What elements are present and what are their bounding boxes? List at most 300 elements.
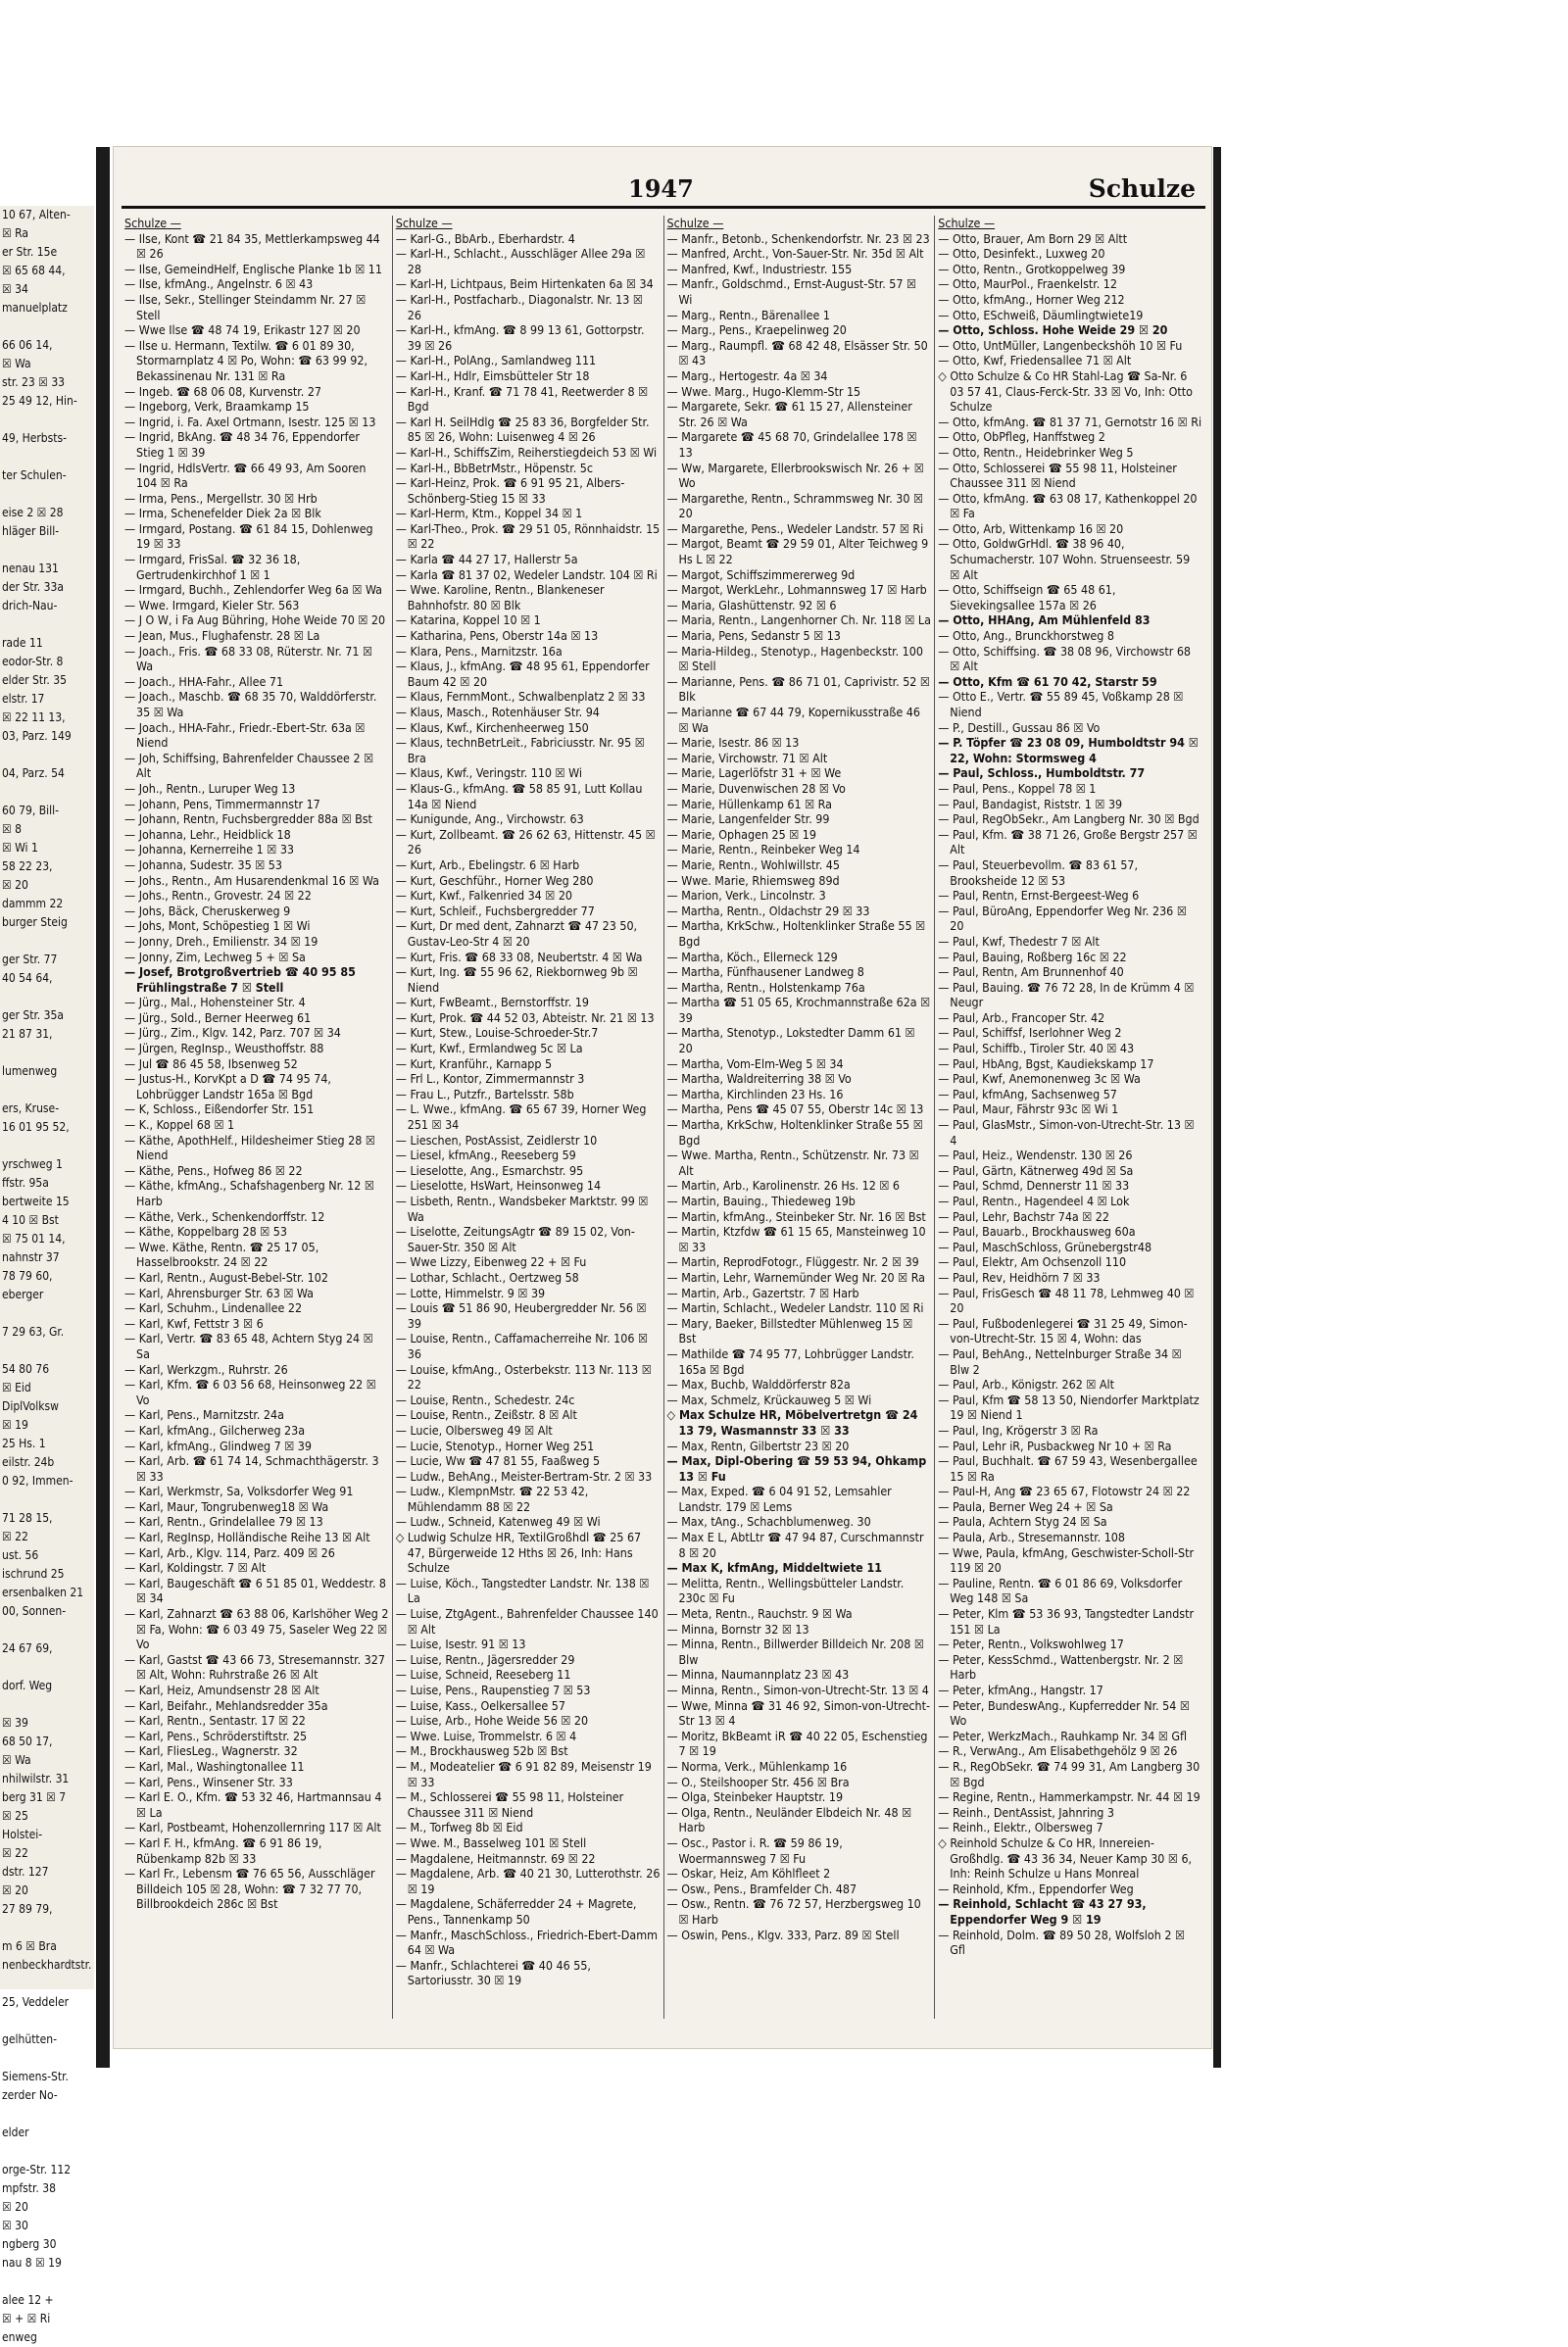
directory-entry: — Martin, Ktzfdw ☎ 61 15 65, Mansteinweg 10 ☒ 33 [666, 1224, 926, 1254]
directory-entry: — Kurt, Kwf., Falkenried 34 ☒ 20 [395, 888, 573, 904]
margin-fragment: nau 8 ☒ 19 [2, 2256, 62, 2270]
directory-entry: — Martha, Waldreiterring 38 ☒ Vo [666, 1071, 852, 1087]
directory-entry: — Kurt, Schleif., Fuchsbergredder 77 [395, 903, 595, 918]
directory-entry: — Karl, kfmAng., Glindweg 7 ☒ 39 [124, 1438, 312, 1453]
margin-fragment: eberger [2, 1288, 44, 1301]
directory-entry: — Luise, ZtgAgent., Bahrenfelder Chaussee 140 ☒ Alt [395, 1606, 659, 1637]
directory-entry: — Karl-H., Postfacharb., Diagonalstr. Nr. 13 ☒ 26 [395, 291, 643, 322]
directory-entry: — Johs, Bäck, Cheruskerweg 9 [124, 903, 291, 918]
directory-entry: — Maria, Pens, Sedanstr 5 ☒ 13 [666, 628, 841, 644]
directory-entry: — Luise, Schneid, Reeseberg 11 [395, 1667, 571, 1683]
margin-fragment: lumenweg [2, 1064, 58, 1078]
directory-entry: — Johanna, Kernerreihe 1 ☒ 33 [124, 842, 295, 857]
margin-fragment: 25 Hs. 1 [2, 1437, 46, 1450]
directory-entry: — Kurt, Kranführ., Karnapp 5 [395, 1055, 553, 1071]
directory-entry: — Justus-H., KorvKpt a D ☎ 74 95 74, Lohbrügger Landstr 165a ☒ Bgd [124, 1071, 331, 1101]
directory-entry: — Peter, Klm ☎ 53 36 93, Tangstedter Landstr 151 ☒ La [938, 1606, 1195, 1637]
directory-entry: — Karl-H., SchiffsZim, Reiherstiegdeich 53 ☒ Wi [395, 444, 658, 460]
margin-fragment: ☒ 34 [2, 282, 28, 296]
directory-entry: — Paul, Ing, Krögerstr 3 ☒ Ra [938, 1422, 1099, 1438]
column-heading: Schulze — [938, 216, 996, 230]
margin-fragment: str. 23 ☒ 33 [2, 375, 66, 389]
directory-entry: — Wwe. Käthe, Rentn. ☎ 25 17 05, Hasselbrookstr. 24 ☒ 22 [124, 1239, 319, 1270]
directory-column-4 [934, 216, 1205, 2019]
margin-fragment: mpfstr. 38 [2, 2181, 56, 2195]
directory-entry: — Oswin, Pens., Klgv. 333, Parz. 89 ☒ Stell [666, 1927, 900, 1942]
directory-entry: — Joh., Rentn., Luruper Weg 13 [124, 780, 296, 796]
directory-entry: — Klaus, Kwf., Kirchenheerweg 150 [395, 719, 589, 735]
margin-fragment: ☒ 8 [2, 822, 22, 836]
directory-entry: — Otto, Rentn., Heidebrinker Weg 5 [938, 444, 1134, 460]
margin-fragment: ffstr. 95a [2, 1176, 49, 1190]
directory-entry: — Magdalene, Heitmannstr. 69 ☒ 22 [395, 1850, 596, 1866]
directory-entry: — Käthe, Koppelbarg 28 ☒ 53 [124, 1224, 287, 1240]
directory-entry: — Ilse u. Hermann, Textilw. ☎ 6 01 89 30, Stormarnplatz 4 ☒ Po, Wohn: ☎ 63 99 92, Bekassinenau Nr. 131 ☒ Ra [124, 337, 368, 383]
directory-entry: — Irma, Schenefelder Diek 2a ☒ Blk [124, 506, 321, 521]
directory-entry: — Johann, Pens, Timmermannstr 17 [124, 796, 320, 811]
directory-entry: — Peter, Rentn., Volkswohlweg 17 [938, 1637, 1124, 1652]
directory-entry: — Manfr., MaschSchloss., Friedrich-Ebert-Damm 64 ☒ Wa [395, 1927, 658, 1958]
margin-fragment: ischrund 25 [2, 1567, 65, 1581]
directory-entry: — Karl-H., kfmAng. ☎ 8 99 13 61, Gottorpstr. 39 ☒ 26 [395, 322, 645, 353]
directory-entry: — Karl, Zahnarzt ☎ 63 88 06, Karlshöher Weg 2 ☒ Fa, Wohn: ☎ 6 03 49 75, Saseler Weg 22 ☒ Vo [124, 1606, 389, 1652]
directory-entry: — Martha, KrkSchw, Holtenklinker Straße 55 ☒ Bgd [666, 1117, 923, 1148]
directory-entry: — Klaus, FernmMont., Schwalbenplatz 2 ☒ 33 [395, 689, 646, 705]
directory-entry: — Otto, Kfm ☎ 61 70 42, Starstr 59 [938, 673, 1157, 689]
directory-entry: — K., Koppel 68 ☒ 1 [124, 1117, 235, 1133]
margin-fragment: drich-Nau- [2, 599, 58, 612]
directory-entry: — Max, Buchb, Walddörferstr 82a [666, 1377, 851, 1393]
margin-fragment: 7 29 63, Gr. [2, 1325, 65, 1339]
directory-entry: — Margot, WerkLehr., Lohmannsweg 17 ☒ Harb [666, 582, 927, 598]
margin-fragment: ☒ 19 [2, 1418, 28, 1432]
margin-fragment: ☒ Wi 1 [2, 841, 38, 855]
margin-fragment: rade 11 [2, 636, 43, 650]
directory-entry: — Louise, Rentn., Zeißstr. 8 ☒ Alt [395, 1407, 577, 1423]
directory-entry: — Paul, Steuerbevollm. ☎ 83 61 57, Brooksheide 12 ☒ 53 [938, 856, 1139, 888]
directory-entry: — Max, Dipl-Obering ☎ 59 53 94, Ohkamp 13 ☒ Fu [666, 1453, 927, 1484]
directory-entry: — Jean, Mus., Flughafenstr. 28 ☒ La [124, 628, 320, 644]
margin-fragment [0, 932, 94, 951]
margin-fragment [0, 448, 94, 466]
margin-fragment: ☒ Wa [2, 357, 31, 370]
directory-entry: — Paul, Buchhalt. ☎ 67 59 43, Wesenbergallee 15 ☒ Ra [938, 1453, 1198, 1484]
directory-entry: — Karla ☎ 44 27 17, Hallerstr 5a [395, 552, 578, 567]
directory-entry: — Karl, Postbeamt, Hohenzollernring 117 ☒ Alt [124, 1820, 381, 1835]
directory-entry: — Käthe, Verk., Schenkendorffstr. 12 [124, 1208, 325, 1224]
directory-entry: — Otto, Brauer, Am Born 29 ☒ Altt [938, 230, 1128, 246]
directory-entry: — Margarete, Sekr. ☎ 61 15 27, Allensteiner Str. 26 ☒ Wa [666, 399, 912, 429]
directory-entry: — Otto, ESchweiß, Däumlingtwiete19 [938, 307, 1144, 322]
directory-entry: — Maria, Glashüttenstr. 92 ☒ 6 [666, 597, 837, 612]
directory-column-3 [663, 216, 935, 2019]
directory-entry: — Paul, GlasMstr., Simon-von-Utrecht-Str. 13 ☒ 4 [938, 1117, 1195, 1148]
directory-entry: — Jürg., Zim., Klgv. 142, Parz. 707 ☒ 34 [124, 1025, 341, 1041]
directory-entry: — Reinh., Elektr., Olbersweg 7 [938, 1820, 1103, 1835]
directory-entry: — Louise, Rentn., Caffamacherreihe Nr. 106 ☒ 36 [395, 1331, 648, 1361]
margin-fragment: ☒ 75 01 14, [2, 1232, 66, 1246]
directory-entry: — Manfr., Schlachterei ☎ 40 46 55, Sartoriusstr. 30 ☒ 19 [395, 1957, 591, 1988]
margin-fragment: eodor-Str. 8 [2, 655, 64, 668]
directory-entry: — Peter, KessSchmd., Wattenbergstr. Nr. 2 ☒ Harb [938, 1651, 1184, 1683]
directory-entry: — Irmgard, FrisSal. ☎ 32 36 18, Gertrudenkirchhof 1 ☒ 1 [124, 552, 301, 582]
directory-entry: — Paul, kfmAng, Sachsenweg 57 [938, 1086, 1117, 1101]
directory-entry: — Karl, Vertr. ☎ 83 65 48, Achtern Styg 24 ☒ Sa [124, 1331, 373, 1361]
directory-entry: — Ludw., KlempnMstr. ☎ 22 53 42, Mühlendamm 88 ☒ 22 [395, 1484, 589, 1514]
margin-fragment: dstr. 127 [2, 1865, 49, 1879]
directory-entry: — Paul, BüroAng, Eppendorfer Weg Nr. 236 ☒ 20 [938, 903, 1187, 934]
directory-entry: — Paul, Kwf, Thedestr 7 ☒ Alt [938, 933, 1100, 949]
directory-entry: — Paul, Lehr, Bachstr 74a ☒ 22 [938, 1208, 1109, 1224]
margin-fragment: ☒ 30 [2, 2219, 28, 2232]
directory-entry: — Paul, Lehr iR, Pusbackweg Nr 10 + ☒ Ra [938, 1438, 1172, 1453]
directory-entry: — Karl-H., BbBetrMstr., Höpenstr. 5c [395, 460, 594, 475]
margin-fragment [0, 746, 94, 764]
margin-fragment: 21 87 31, [2, 1027, 53, 1041]
directory-entry: — Karl, Maur, Tongrubenweg18 ☒ Wa [124, 1498, 329, 1514]
margin-fragment: eise 2 ☒ 28 [2, 506, 64, 519]
directory-entry: — Ingrid, BkAng. ☎ 48 34 76, Eppendorfer Stieg 1 ☒ 39 [124, 429, 360, 460]
directory-entry: — Wwe Lizzy, Eibenweg 22 + ☒ Fu [395, 1254, 587, 1270]
margin-fragment: gelhütten- [2, 2032, 58, 2046]
directory-entry: — Luise, Kass., Oelkersallee 57 [395, 1697, 565, 1713]
directory-entry: — Karl, Schuhm., Lindenallee 22 [124, 1300, 303, 1316]
directory-entry: — Ww, Margarete, Ellerbrookswisch Nr. 26 + ☒ Wo [666, 460, 924, 491]
margin-fragment: ☒ 20 [2, 878, 28, 892]
directory-entry: — Otto E., Vertr. ☎ 55 89 45, Voßkamp 28 ☒ Niend [938, 689, 1184, 719]
directory-entry: — Irmgard, Buchh., Zehlendorfer Weg 6a ☒ Wa [124, 582, 383, 598]
directory-entry: — Luise, Isestr. 91 ☒ 13 [395, 1637, 526, 1652]
margin-fragment: 60 79, Bill- [2, 804, 60, 817]
directory-entry: — Luise, Arb., Hohe Weide 56 ☒ 20 [395, 1713, 589, 1729]
margin-fragment: Siemens-Str. [2, 2070, 69, 2083]
margin-fragment: 0 92, Immen- [2, 1474, 74, 1488]
directory-entry: — Kurt, Prok. ☎ 44 52 03, Abteistr. Nr. 21 ☒ 13 [395, 1009, 655, 1025]
directory-entry: — Paul, RegObSekr., Am Langberg Nr. 30 ☒ Bgd [938, 811, 1200, 827]
directory-entry: — Ingeb. ☎ 68 06 08, Kurvenstr. 27 [124, 383, 322, 399]
directory-entry: — Olga, Rentn., Neuländer Elbdeich Nr. 48 ☒ Harb [666, 1804, 912, 1835]
directory-entry: — Karl, Beifahr., Mehlandsredder 35a [124, 1697, 328, 1713]
directory-entry: — Maria, Rentn., Langenhorner Ch. Nr. 118 ☒ La [666, 612, 931, 628]
directory-column-1 [122, 216, 392, 2019]
margin-fragment [0, 783, 94, 802]
binding-rule-left [96, 147, 110, 2068]
column-heading: Schulze — [124, 216, 181, 230]
directory-entry: — Ludw., BehAng., Meister-Bertram-Str. 2 ☒ 33 [395, 1468, 653, 1484]
directory-entry: — Karl, Werkzgm., Ruhrstr. 26 [124, 1361, 288, 1377]
directory-entry: — Max, Rentn, Gilbertstr 23 ☒ 20 [666, 1438, 850, 1453]
directory-entry: — Peter, WerkzMach., Rauhkamp Nr. 34 ☒ Gfl [938, 1728, 1188, 1743]
directory-entry: — Karl-H, Lichtpaus, Beim Hirtenkaten 6a ☒ 34 [395, 276, 654, 292]
margin-fragment: ger Str. 35a [2, 1008, 64, 1022]
directory-entry: — Karl-Heinz, Prok. ☎ 6 91 95 21, Albers-Schönberg-Stieg 15 ☒ 33 [395, 475, 625, 506]
directory-entry: — Kurt, Ing. ☎ 55 96 62, Riekbornweg 9b ☒ Niend [395, 964, 638, 995]
directory-entry: — Karl-Herm, Ktm., Koppel 34 ☒ 1 [395, 506, 583, 521]
directory-entry: — Minna, Naumannplatz 23 ☒ 43 [666, 1667, 850, 1683]
page-header [114, 174, 1211, 208]
directory-entry: — Lieselotte, HsWart, Heinsonweg 14 [395, 1178, 602, 1194]
margin-fragment: ☒ 22 11 13, [2, 710, 66, 724]
directory-entry: — Reinhold, Dolm. ☎ 89 50 28, Wolfsloh 2 ☒ Gfl [938, 1927, 1185, 1958]
directory-entry: — Paul, Kfm. ☎ 38 71 26, Große Bergstr 257 ☒ Alt [938, 826, 1198, 857]
directory-entry: — Luise, Rentn., Jägersredder 29 [395, 1651, 575, 1667]
directory-entry: — Paula, Arb., Stresemannstr. 108 [938, 1530, 1125, 1545]
directory-entry: — Paul, Schiffsf, Iserlohner Weg 2 [938, 1025, 1122, 1041]
directory-entry: — Jürg., Sold., Berner Heerweg 61 [124, 1009, 312, 1025]
margin-fragment: 24 67 69, [2, 1641, 53, 1655]
directory-entry: — Otto, Schiffseign ☎ 65 48 61, Sievekingsallee 157a ☒ 26 [938, 582, 1116, 612]
directory-entry: — Otto, Ang., Brunckhorstweg 8 [938, 628, 1115, 644]
margin-fragment: 03, Parz. 149 [2, 729, 72, 743]
directory-entry: — Margot, Schiffszimmererweg 9d [666, 566, 856, 582]
directory-entry: — Paul, FrisGesch ☎ 48 11 78, Lehmweg 40 ☒ 20 [938, 1285, 1195, 1316]
directory-entry: — Karl-H., Kranf. ☎ 71 78 41, Reetwerder 8 ☒ Bgd [395, 383, 649, 415]
directory-entry: — Max K, kfmAng, Middeltwiete 11 [666, 1560, 883, 1576]
directory-entry: — Klaus, Kwf., Veringstr. 110 ☒ Wi [395, 765, 582, 781]
directory-entry: — Manfred, Kwf., Industriestr. 155 [666, 261, 853, 276]
margin-fragment: elder Str. 35 [2, 673, 68, 687]
directory-entry: — Kurt, Dr med dent, Zahnarzt ☎ 47 23 50, Gustav-Leo-Str 4 ☒ 20 [395, 918, 638, 949]
directory-entry: — Otto, UntMüller, Langenbeckshöh 10 ☒ Fu [938, 337, 1183, 353]
directory-entry: — Otto, kfmAng., Horner Weg 212 [938, 291, 1125, 307]
directory-entry: — Martin, kfmAng., Steinbeker Str. Nr. 16 ☒ Bst [666, 1208, 926, 1224]
margin-fragment: 68 50 17, [2, 1735, 53, 1748]
directory-entry: — Lieschen, PostAssist, Zeidlerstr 10 [395, 1132, 598, 1148]
directory-entry: — Karl, Koldingstr. 7 ☒ Alt [124, 1560, 267, 1576]
directory-entry: — Paul, Pens., Koppel 78 ☒ 1 [938, 780, 1097, 796]
margin-fragment: 78 79 60, [2, 1269, 53, 1283]
directory-entry: — Martha, Rentn., Holstenkamp 76a [666, 979, 865, 995]
directory-entry: — Magdalene, Arb. ☎ 40 21 30, Lutterothstr. 26 ☒ 19 [395, 1866, 661, 1896]
directory-entry: — Manfr., Betonb., Schenkendorfstr. Nr. 23 ☒ 23 [666, 230, 930, 246]
directory-entry: — Käthe, kfmAng., Schafshagenberg Nr. 12 ☒ Harb [124, 1178, 374, 1208]
margin-fragment [0, 1621, 94, 1639]
margin-fragment: 00, Sonnen- [2, 1604, 67, 1618]
directory-entry: — Johs., Rentn., Am Husarendenkmal 16 ☒ Wa [124, 872, 379, 888]
directory-entry: — Reinh., DentAssist, Jahnring 3 [938, 1804, 1115, 1820]
directory-entry: — Magdalene, Schäferredder 24 + Magrete, Pens., Tannenkamp 50 [395, 1896, 637, 1927]
directory-entry: — Wwe Ilse ☎ 48 74 19, Erikastr 127 ☒ 20 [124, 322, 361, 338]
directory-entry: — Lothar, Schlacht., Oertzweg 58 [395, 1269, 579, 1285]
column-heading: Schulze — [666, 216, 724, 230]
directory-entry: — Paul, Heiz., Wendenstr. 130 ☒ 26 [938, 1148, 1133, 1163]
directory-entry: — Johanna, Lehr., Heidblick 18 [124, 826, 291, 842]
directory-entry: — Luise, Köch., Tangstedter Landstr. Nr. 138 ☒ La [395, 1575, 650, 1606]
directory-entry: — Kurt, Geschführ., Horner Weg 280 [395, 872, 594, 888]
directory-entry: — Kurt, Fris. ☎ 68 33 08, Neubertstr. 4 ☒ Wa [395, 949, 643, 964]
directory-entry: — Moritz, BkBeamt iR ☎ 40 22 05, Eschenstieg 7 ☒ 19 [666, 1728, 928, 1759]
directory-entry: — O., Steilshooper Str. 456 ☒ Bra [666, 1774, 850, 1789]
margin-fragment: 16 01 95 52, [2, 1120, 70, 1134]
directory-entry: — Irma, Pens., Mergellstr. 30 ☒ Hrb [124, 490, 318, 506]
margin-fragment [0, 2049, 94, 2068]
directory-entry: — Joach., HHA-Fahr., Friedr.-Ebert-Str. 63a ☒ Niend [124, 719, 366, 751]
directory-entry: — Regine, Rentn., Hammerkampstr. Nr. 44 ☒ 19 [938, 1789, 1200, 1805]
column-heading: Schulze — [395, 216, 453, 230]
margin-fragment: nenbeckhardtstr. [2, 1958, 92, 1972]
directory-entry: — Oskar, Heiz, Am Köhlfleet 2 [666, 1866, 831, 1882]
directory-entry: — Kurt, Zollbeamt. ☎ 26 62 63, Hittenstr. 45 ☒ 26 [395, 826, 656, 857]
directory-page [114, 147, 1211, 2048]
directory-entry: — Klaus-G., kfmAng. ☎ 58 85 91, Lutt Kollau 14a ☒ Niend [395, 780, 643, 811]
directory-entry: — Martha, Vom-Elm-Weg 5 ☒ 34 [666, 1055, 844, 1071]
directory-entry: — Martha, KrkSchw., Holtenklinker Straße 55 ☒ Bgd [666, 918, 926, 949]
directory-entry: — Wwe. Luise, Trommelstr. 6 ☒ 4 [395, 1728, 577, 1743]
directory-entry: — Johs., Rentn., Grovestr. 24 ☒ 22 [124, 888, 312, 904]
directory-entry: — Karl, Rentn., August-Bebel-Str. 102 [124, 1269, 328, 1285]
margin-fragment [0, 1304, 94, 1323]
directory-entry: — Marg., Raumpfl. ☎ 68 42 48, Elsässer Str. 50 ☒ 43 [666, 337, 928, 368]
directory-entry: — Frl L., Kontor, Zimmermannstr 3 [395, 1071, 585, 1087]
directory-entry: — Irmgard, Postang. ☎ 61 84 15, Dohlenweg 19 ☒ 33 [124, 520, 373, 552]
directory-entry: — Paul, Schloss., Humboldtstr. 77 [938, 765, 1146, 781]
directory-entry: — Peter, kfmAng., Hangstr. 17 [938, 1683, 1103, 1697]
directory-entry: — Kurt, Stew., Louise-Schroeder-Str.7 [395, 1025, 599, 1041]
margin-fragment: nhilwilstr. 31 [2, 1772, 70, 1785]
binding-rule-right [1213, 147, 1221, 2068]
directory-entry: — P. Töpfer ☎ 23 08 09, Humboldtstr 94 ☒ 22, Wohn: Stormsweg 4 [938, 735, 1199, 765]
directory-entry: — Marianne, Pens. ☎ 86 71 01, Caprivistr. 52 ☒ Blk [666, 673, 930, 705]
margin-fragment: ger Str. 77 [2, 953, 58, 966]
directory-entry: — Ilse, Sekr., Stellinger Steindamm Nr. 27 ☒ Stell [124, 291, 367, 322]
margin-fragment: hläger Bill- [2, 524, 60, 538]
directory-entry: — Otto, Schloss. Hohe Weide 29 ☒ 20 [938, 322, 1168, 338]
directory-entry: — Karl-H., Schlacht., Ausschläger Allee 29a ☒ 28 [395, 246, 646, 276]
directory-entry: — Paul, Arb., Francoper Str. 42 [938, 1009, 1105, 1025]
margin-fragment: ☒ 22 [2, 1846, 28, 1860]
directory-entry: ◇ Reinhold Schulze & Co HR, Innereien-Großhdlg. ☎ 43 36 34, Neuer Kamp 30 ☒ 6, Inh: Reinh Schulze u Hans Monreal [938, 1834, 1193, 1882]
directory-entry: — Wwe. M., Basselweg 101 ☒ Stell [395, 1834, 587, 1850]
directory-entry: — Otto, kfmAng. ☎ 63 08 17, Kathenkoppel 20 ☒ Fa [938, 490, 1198, 521]
directory-entry: — Karl, Heiz, Amundsenstr 28 ☒ Alt [124, 1683, 319, 1697]
margin-fragment: 10 67, Alten- [2, 208, 71, 221]
margin-fragment: enweg [2, 2330, 37, 2344]
margin-fragment [0, 1081, 94, 1100]
directory-entry: — Klaus, J., kfmAng. ☎ 48 95 61, Eppendorfer Baum 42 ☒ 20 [395, 659, 650, 689]
directory-entry: — Minna, Bornstr 32 ☒ 13 [666, 1621, 809, 1637]
directory-entry: — Ingrid, i. Fa. Axel Ortmann, Isestr. 125 ☒ 13 [124, 414, 376, 429]
directory-entry: — Margarethe, Pens., Wedeler Landstr. 57 ☒ Ri [666, 520, 924, 536]
directory-entry: — Melitta, Rentn., Wellingsbütteler Landstr. 230c ☒ Fu [666, 1575, 905, 1606]
directory-entry: — Lucie, Ww ☎ 47 81 55, Faaßweg 5 [395, 1453, 601, 1469]
directory-entry: ◇ Ludwig Schulze HR, TextilGroßhdl ☎ 25 67 47, Bürgerweide 12 Hths ☒ 26, Inh: Hans Schulze [395, 1530, 642, 1576]
directory-entry: — Reinhold, Kfm., Eppendorfer Weg [938, 1881, 1134, 1896]
directory-entry: — Mary, Baeker, Billstedter Mühlenweg 15 ☒ Bst [666, 1315, 913, 1346]
margin-fragment: der Str. 33a [2, 580, 64, 594]
directory-entry: — Karl, Rentn., Grindelallee 79 ☒ 13 [124, 1514, 323, 1530]
directory-entry: — M., Modeatelier ☎ 6 91 82 89, Meisenstr 19 ☒ 33 [395, 1758, 652, 1789]
directory-entry: ◇ Otto Schulze & Co HR Stahl-Lag ☎ Sa-Nr. 6 03 57 41, Claus-Ferck-Str. 33 ☒ Vo, Inh: Otto Schulze [938, 367, 1193, 415]
margin-fragment: 54 80 76 [2, 1362, 50, 1376]
directory-entry: — Manfr., Goldschmd., Ernst-August-Str. 57 ☒ Wi [666, 276, 916, 307]
directory-entry: — Karl, FliesLeg., Wagnerstr. 32 [124, 1743, 298, 1759]
directory-entry: — Paul, Schmd, Dennerstr 11 ☒ 33 [938, 1178, 1130, 1194]
directory-entry: — Martin, Lehr, Warnemünder Weg Nr. 20 ☒ Ra [666, 1269, 925, 1285]
directory-entry: — Margot, Beamt ☎ 29 59 01, Alter Teichweg 9 Hs L ☒ 22 [666, 536, 929, 567]
directory-entry: — Otto, HHAng, Am Mühlenfeld 83 [938, 612, 1151, 628]
directory-entry: — Paul, Rentn, Am Brunnenhof 40 [938, 964, 1124, 980]
directory-entry: — Otto, MaurPol., Fraenkelstr. 12 [938, 276, 1117, 292]
directory-entry: — Paul, Bandagist, Riststr. 1 ☒ 39 [938, 796, 1123, 811]
directory-entry: — Manfred, Archt., Von-Sauer-Str. Nr. 35d ☒ Alt [666, 246, 924, 262]
directory-entry: — Martha, Rentn., Oldachstr 29 ☒ 33 [666, 903, 870, 918]
directory-entry: — Luise, Pens., Raupenstieg 7 ☒ 53 [395, 1683, 591, 1697]
directory-entry: — Karl, Baugeschäft ☎ 6 51 85 01, Weddestr. 8 ☒ 34 [124, 1575, 387, 1606]
directory-entry: — Norma, Verk., Mühlenkamp 16 [666, 1758, 848, 1774]
directory-entry: — Karl-H., Hdlr, Eimsbütteler Str 18 [395, 367, 590, 383]
directory-entry: — Karl, Gastst ☎ 43 66 73, Stresemannstr. 327 ☒ Alt, Wohn: Ruhrstraße 26 ☒ Alt [124, 1651, 385, 1683]
margin-fragment: zerder No- [2, 2088, 58, 2102]
directory-entry: — L. Wwe., kfmAng. ☎ 65 67 39, Horner Weg 251 ☒ 34 [395, 1101, 647, 1133]
directory-entry: — Wwe. Karoline, Rentn., Blankeneser Bahnhofstr. 80 ☒ Blk [395, 582, 605, 612]
directory-entry: — Paul, Bauarb., Brockhausweg 60a [938, 1224, 1136, 1240]
directory-entry: — Otto, ObPfleg, Hanffstweg 2 [938, 429, 1105, 445]
directory-entry: — Paul, BehAng., Nettelnburger Straße 34 ☒ Blw 2 [938, 1345, 1182, 1377]
directory-entry: — Martha ☎ 51 05 65, Krochmannstraße 62a ☒ 39 [666, 995, 931, 1025]
directory-entry: — Marg., Pens., Kraepelinweg 20 [666, 322, 847, 338]
directory-entry: — Wwe. Marie, Rhiemsweg 89d [666, 872, 840, 888]
directory-entry: — Karl F. H., kfmAng. ☎ 6 91 86 19, Rübenkamp 82b ☒ 33 [124, 1834, 322, 1866]
directory-entry: — Max, tAng., Schachblumenweg. 30 [666, 1514, 871, 1530]
directory-entry: — Johs, Mont, Schöpestieg 1 ☒ Wi [124, 918, 311, 934]
directory-entry: — Lotte, Himmelstr. 9 ☒ 39 [395, 1285, 546, 1300]
directory-entry: — Jonny, Dreh., Emilienstr. 34 ☒ 19 [124, 933, 318, 949]
margin-fragment: ☒ Wa [2, 1753, 31, 1767]
margin-fragment [0, 1975, 94, 1993]
directory-entry: — Martha, Pens ☎ 45 07 55, Oberstr 14c ☒ 13 [666, 1101, 924, 1117]
directory-entry: — Karl, Arb., Klgv. 114, Parz. 409 ☒ 26 [124, 1544, 335, 1560]
directory-entry: — Karl Fr., Lebensm ☎ 76 65 56, Ausschläger Billdeich 105 ☒ 28, Wohn: ☎ 7 32 77 70, Billbrookdeich 286c ☒ Bst [124, 1866, 375, 1912]
directory-entry: — Karl, Werkmstr, Sa, Volksdorfer Weg 91 [124, 1484, 354, 1499]
directory-entry: — Karl, Kfm. ☎ 6 03 56 68, Heinsonweg 22 ☒ Vo [124, 1377, 376, 1407]
directory-entry: — Frau L., Putzfr., Bartelsstr. 58b [395, 1086, 574, 1101]
directory-entry: — Klaus, Masch., Rotenhäuser Str. 94 [395, 705, 600, 719]
directory-entry: — Paul, HbAng, Bgst, Kaudiekskamp 17 [938, 1055, 1154, 1071]
margin-fragment: yrschweg 1 [2, 1157, 63, 1171]
directory-entry: — Otto, Desinfekt., Luxweg 20 [938, 246, 1105, 262]
directory-entry: — Karla ☎ 81 37 02, Wedeler Landstr. 104 ☒ Ri [395, 566, 658, 582]
directory-entry: — Reinhold, Schlacht ☎ 43 27 93, Eppendorfer Weg 9 ☒ 19 [938, 1896, 1147, 1927]
margin-fragment: ☒ Ra [2, 226, 28, 240]
directory-entry: — M., Brockhausweg 52b ☒ Bst [395, 1743, 568, 1759]
directory-entry: — Wwe, Minna ☎ 31 46 92, Simon-von-Utrecht-Str 13 ☒ 4 [666, 1697, 931, 1729]
directory-entry: — Martin, Arb., Karolinenstr. 26 Hs. 12 ☒ 6 [666, 1178, 901, 1194]
margin-fragment: 25 49 12, Hin- [2, 394, 77, 408]
margin-fragment: ☒ 39 [2, 1716, 28, 1730]
directory-entry: — Paul, Rev, Heidhörn 7 ☒ 33 [938, 1269, 1101, 1285]
directory-entry: — Ingeborg, Verk, Braamkamp 15 [124, 399, 310, 415]
directory-entry: — Max, Schmelz, Krückauweg 5 ☒ Wi [666, 1392, 872, 1407]
directory-entry: — Jul ☎ 86 45 58, Ibsenweg 52 [124, 1055, 298, 1071]
margin-fragment: ☒ 25 [2, 1809, 28, 1823]
directory-entry: — Karl, RegInsp, Holländische Reihe 13 ☒ Alt [124, 1530, 370, 1545]
directory-entry: — Louise, kfmAng., Osterbekstr. 113 Nr. 113 ☒ 22 [395, 1361, 652, 1393]
margin-fragment: ☒ + ☒ Ri [2, 2312, 51, 2325]
directory-entry: — Lucie, Stenotyp., Horner Weg 251 [395, 1438, 595, 1453]
margin-fragment [0, 615, 94, 634]
margin-fragment: nahnstr 37 [2, 1250, 60, 1264]
directory-entry: — K, Schloss., Eißendorfer Str. 151 [124, 1101, 315, 1117]
directory-entry: — Lisbeth, Rentn., Wandsbeker Marktstr. 99 ☒ Wa [395, 1194, 649, 1224]
directory-entry: — Osw., Pens., Bramfelder Ch. 487 [666, 1881, 858, 1896]
directory-entry: — Karl, Mal., Washingtonallee 11 [124, 1758, 305, 1774]
margin-fragment [0, 2142, 94, 2161]
margin-fragment [0, 1919, 94, 1937]
directory-entry: — Martin, ReprodFotogr., Flüggestr. Nr. 2 ☒ 39 [666, 1254, 919, 1270]
directory-entry: — Jürgen, RegInsp., Weusthoffstr. 88 [124, 1041, 324, 1056]
directory-entry: — Marie, Langenfelder Str. 99 [666, 811, 830, 827]
directory-entry: — Max, Exped. ☎ 6 04 91 52, Lemsahler Landstr. 179 ☒ Lems [666, 1484, 892, 1514]
